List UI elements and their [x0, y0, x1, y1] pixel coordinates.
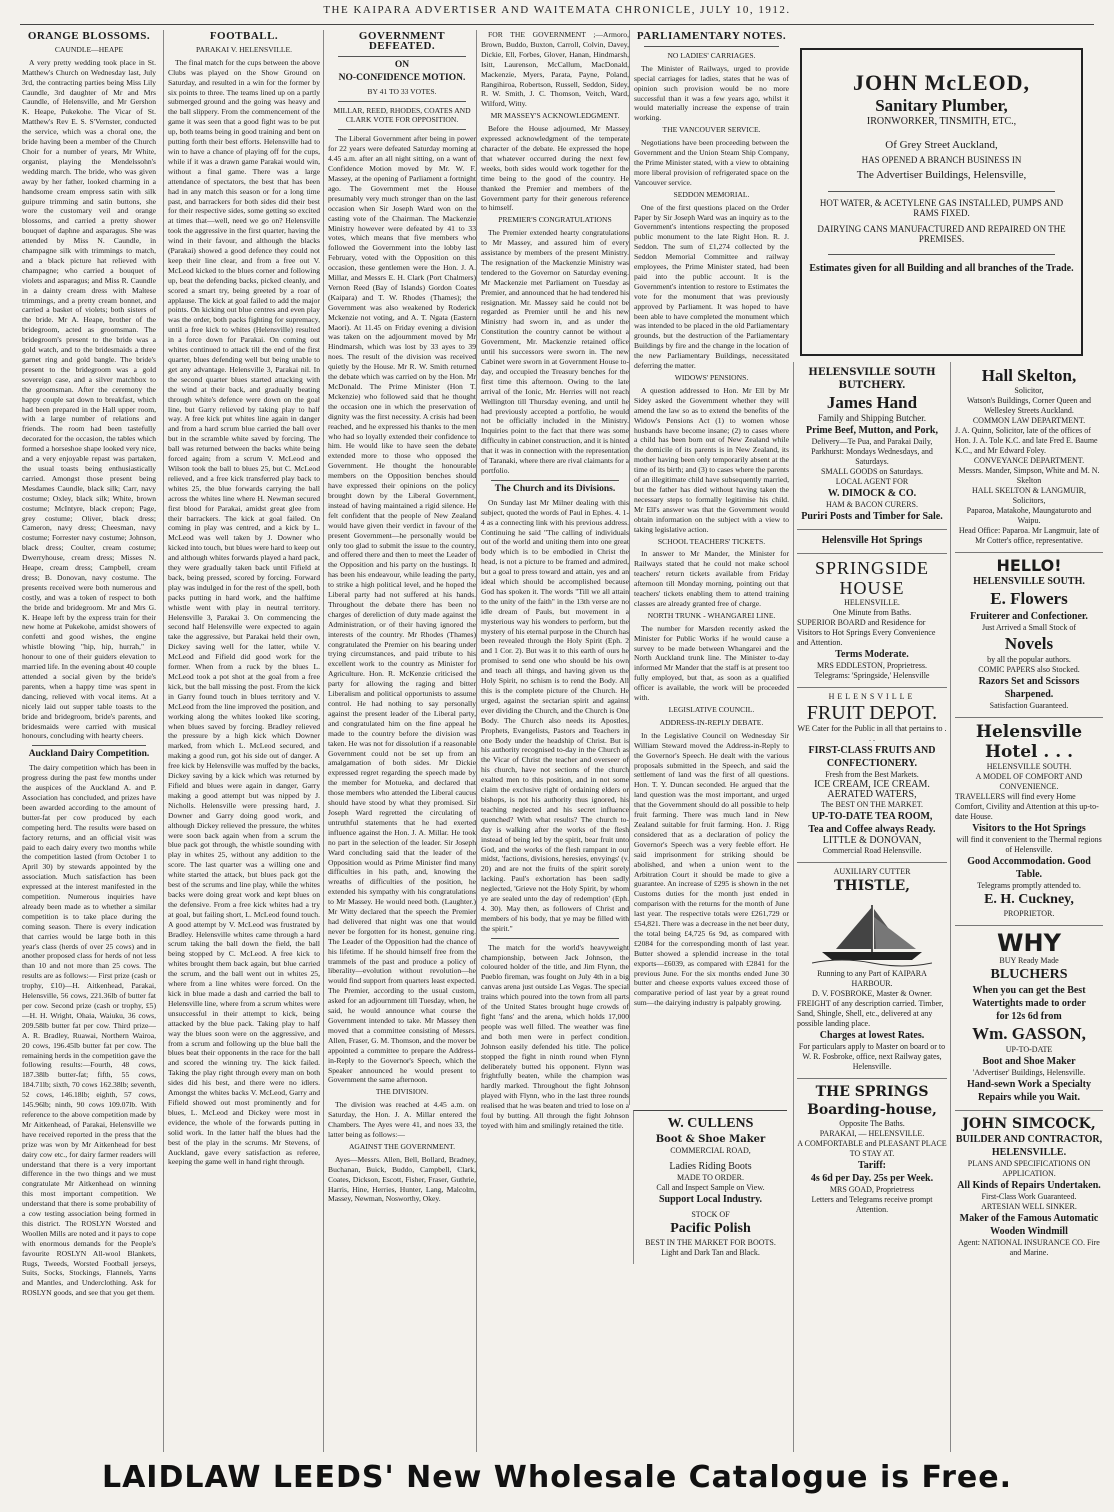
article-football: The final match for the cups between the above Clubs was played on the Show Ground on Saturday, and resulted in a win for the former by six points to three. The teams lined up on a partly submerged ground and the going was heavy and the ball slippery. From the commencement of the game it was seen that a good fight was to be put up, both teams being in good training and bent on putting forth their best efforts. Helensville had to win to have a chance of playing off for the cups, while if it was a drawn game Parakai would win, without a final game. There was a large attendance of spectators, the best that has been had in any match this season or for a long time past, and barrackers for both sides did their best for their respective sides, some getting so excited at times that—well, need we go on? Helensville took the aggressive in the first quarter, having the wind in their favour, and although the blacks (Parakai) showed a good defence they could not keep their line clear, and from a free out V. McLeod kicked to the blues corner and following up, beat the defending backs, picked cleanly, and scored a smart try, being greeted by a roar of applause. The kick at goal failed to add the major points. On kicking out blue centres and even play was the order, both packs fighting for supremacy, until a free kick to whites (Helensville) resulted in a force down for Parakai. On coming out whites continued to attack till the end of the first quarter, blues defending well but being unable to get any advantage. Helensville 3, Parakai nil. In the second quarter blues started attacking with the wind at their back, and gradually beating through white's defence were down on the goal line, but Garry relieved by taking play to half way. A free kick put whites line again in danger and from a hard scrum blue carried the ball over but in the scramble white saved by forcing. The ball was returned between the backs white being forced again; from a scrum V. McLeod and Wilson took the ball to blues 25, but C. McLeod relieved, and a free kick transferred play back to whites 25, the blue forwards carrying the ball across the whites line where H. Newman secured first blood for Parakai, amidst great glee from their barrackers. The kick at goal failed. On coming in play was centred, and a kick by L. McLeod was well taken by J. Downer who kicked into touch, but blues were hard to keep out and although whites forwards played a hard pack, they were gradually taken back until Fifield at back, being pressed, scored by forcing. Forward play was indulged in for the rest of the spell, both packs putting in hard work, and the halftime whistle went with play in neutral territory. Helensville 3, Parakai 3. On commencing the second half Helensville were expected to again take the aggressive, but Parakai held their own, Dickey saving well for the latter, while V. McLeod and Fifield did good work for the former. When from a ruck by the blues L. McLeod took a pot shot at the goal from a free kick, but the ball missing the post. From the kick in Garry found touch in blues territory and V. McLeod from the line improved the position, and working along the whites looked like scoring, when blues saved by forcing. Bradley relieved the pressure by a high kick which Downer marked, from which L. McLeod secured, and making a good run, got his side out of danger. A free kick by Helensville was muffed by the backs, Dickey saving by a kick which was returned by Fifield and blues were again in danger, Garry making a good attempt but was nipped by J. Nicholls. Helensville were pressing hard, J. Downer and Garry doing good work, and although Dickey relieved the pressure, the whites were soon back again when from a scrum the blue pack got through, the whistle sounding with play in whites 25, without any addition to the score. The last quarter was a willing one and white started the attack, but blues pack got the best of the scrums and line play, while the whites backs were doing great work and kept blues on the defensive. From a free kick whites had a try at goal, but failing short, L. McLeod found touch. A good attempt by V. McLeod was frustrated by Bradley. Helensville whites came through a hard scrum taking the ball down the field, the ball being stopped by C. McLeod. A free kick to whites brought them back again, but blue carried the scrum, and the ball went out in whites 25, where from a line whites were forced. On the kick in blue made a dash and carried the ball to Helensville line, where from a scrum whites were unsuccessful in their attempt to kick, being attacked by the blue pack. Taking play to half way the blues soon were on the aggressive, and from a scrum and following up the blue ball the blues beat their opponents in the race for the ball and scored the winning try. The kick failed. Taking the play right through every man on both sides did his best, and there were no idlers. Amongst the whites backs V. McLeod, Garry and Fifield showed out most prominently and for blues, L. McLeod and Dickey were most in evidence, the whole of the forwards putting in solid work. In the latter half the blues had the best of the play in the scrums. Mr Stevens, of Auckland, gave every satisfaction as referee, keeping the game well in hand right through.	[168, 57, 320, 1167]
hotel-title: Helensville	[975, 722, 1083, 742]
mcleod-from: Of Grey Street Auckland,	[885, 139, 998, 151]
simcock-artesian: ARTESIAN WELL SINKER.	[981, 1202, 1077, 1211]
ad-thistle	[797, 863, 947, 1079]
ad-springside	[797, 554, 947, 688]
springside-title: SPRINGSIDE	[814, 557, 930, 578]
flowers-location: HELENSVILLE SOUTH.	[973, 576, 1085, 587]
cullens-trade: Boot & Shoe Maker	[655, 1134, 766, 1145]
ad-fruit-depot	[797, 688, 947, 863]
butchery-owner: James Hand	[826, 393, 918, 412]
fruit-depot-town: HELENSVILLE	[828, 691, 916, 701]
hotel-telegrams: Telegrams promptly attended to.	[977, 881, 1081, 890]
thistle-charges: Charges at lowest Rates.	[819, 1029, 925, 1041]
column-football	[163, 30, 320, 1452]
simcock-name: JOHN SIMCOCK,	[962, 1116, 1096, 1132]
flowers-name: E. Flowers	[990, 589, 1068, 608]
gasson-buy: BUY Ready Made	[999, 956, 1059, 965]
mcleod-where: The Advertiser Buildings, Helensville,	[856, 169, 1027, 181]
gasson-handsewn: Hand-sewn Work a Specialty Repairs while you Wait.	[967, 1079, 1091, 1103]
fruit-depot-tea-room: UP-TO-DATE TEA ROOM,	[811, 810, 933, 822]
butchery-puriri: Puriri Posts and Timber for Sale.	[801, 510, 943, 522]
masthead: THE KAIPARA ADVERTISER AND WAITEMATA CHRONICLE, JULY 10, 1912.	[20, 4, 1094, 25]
subheading-massey-ack: MR MASSEY'S ACKNOWLEDGMENT.	[490, 111, 620, 121]
article-teachers-tickets: In answer to Mr Mander, the Minister for Railways stated that he could not make school teachers' return tickets available from Friday afternoon till Monday morning, pointing out that teachers' tickets enabling them to attend training classes are already granted free of charge.	[634, 549, 789, 608]
skelton-towns: Paparoa, Matakohe, Maungaturoto and Waipu.	[966, 506, 1092, 525]
gasson-trade: Boot and Shoe Maker	[982, 1056, 1076, 1067]
flowers-novels: Novels	[1004, 634, 1054, 653]
springside-town: HELENSVILLE.	[844, 597, 900, 607]
springside-baths: One Minute from Baths.	[832, 607, 912, 617]
cullens-inspect: Call and Inspect Sample on View.	[656, 1183, 765, 1192]
flowers-authors: by all the popular authors.	[987, 655, 1071, 664]
mcleod-trade2: IRONWORKER, TINSMITH, ETC.,	[866, 116, 1017, 127]
fruit-depot-fresh: Fresh from the Best Markets.	[825, 769, 919, 779]
butchery-ham-bacon: HAM & BACON CURERS.	[825, 499, 918, 509]
skelton-name: Hall Skelton,	[981, 366, 1077, 385]
skelton-conveyance: CONVEYANCE DEPARTMENT.	[973, 456, 1085, 465]
butchery-prime: Prime Beef, Mutton, and Pork,	[806, 424, 938, 436]
flowers-hello: HELLO!	[996, 556, 1062, 575]
flowers-trade: Fruiterer and Confectioner.	[970, 611, 1088, 622]
article-massey-ack: Before the House adjourned, Mr Massey expressed acknowledgment of the temperate character of the debate. He expressed the hope that whatever occurred during the next few weeks, both sides would work together for the time being to the good of the country. He thanked the Premier and members of the Government party for their generous reference to himself.	[481, 124, 629, 213]
column-politics-church	[476, 30, 629, 1452]
headline-government-defeated: GOVERNMENT DEFEATED.	[358, 30, 446, 52]
cullens-name: W. CULLENS	[667, 1116, 754, 1131]
springside-house: HOUSE	[839, 577, 905, 598]
butchery-title: HELENSVILLE SOUTH	[808, 367, 936, 378]
butchery-dimock: W. DIMOCK & CO.	[827, 487, 917, 499]
thistle-particulars: For particulars apply to Master on board or to W. R. Fosbroke, office, next Railway gates, Helensville.	[798, 1041, 946, 1071]
article-boxing: The match for the world's heavyweight championship, between Jack Johnson, the coloured holder of the title, and Jim Flynn, the Pueblo fireman, was fought on July 4th in a big canvas arena just outside Las Vegas. The special trains which poured into the town from all parts of the United States brought huge crowds of fight 'fans' and the arena, which holds 17,000 people was well filled. The weather was fine and both men were in perfect condition. Johnson easily defended his title. The police stopped the fight in ninth round when Flynn deliberately butted his opponent. Flynn was frightfully beaten, while the champion was hardly marked. Throughout the fight Johnson played with Flynn, who in the last three rounds realised that he was beaten and tried to lose on a foul by butting. All through the fight Johnson toyed with him and smilingly retained the title.	[481, 942, 629, 1130]
hotel-proprietor: PROPRIETOR.	[1003, 909, 1055, 918]
subheading-vancouver: THE VANCOUVER SERVICE.	[662, 125, 761, 135]
column-ads-left	[793, 362, 947, 1452]
hotel-model: A MODEL OF COMFORT AND CONVENIENCE.	[975, 772, 1083, 791]
gasson-price: for 12s 6d from	[996, 1011, 1062, 1022]
subheading-against-government: AGAINST THE GOVERNMENT.	[348, 1141, 456, 1151]
springs-boarding: Boarding-house,	[807, 1101, 937, 1118]
springs-rates: 4s 6d per Day. 25s per Week.	[810, 1172, 934, 1184]
column-government	[323, 30, 476, 1452]
column-parliament	[629, 30, 789, 1105]
article-ladies-carriages: The Minister of Railways, urged to provide special carriages for ladies, states that he was of opinion such provision would be no more successful than it was a few years ago, whilst it would materially increase the expense of train working.	[634, 63, 789, 123]
article-seddon: One of the first questions placed on the Order Paper by Sir Joseph Ward was an inquiry as to the Government's intentions respecting the proposed public monument to the late Right Hon. R. J. Seddon. The sum of £1,274 collected by the Seddon Memorial Committee and railway employees, the Prime Minister stated, had been paid into the public account. It is the Government's intention to restore to Estimates the vote for the monument that was previously approved by Parliament. It was hoped to have been able to have completed the monument which was intended to be placed in the old Parliamentary grounds, but the destruction of the Parliamentary Buildings by fire and the change in the location of the new Parliamentary Buildings, necessitated deferring the matter.	[634, 202, 789, 371]
cullens-riding-boots: Ladies Riding Boots	[669, 1161, 752, 1172]
subheading-legislative-council: LEGISLATIVE COUNCIL.	[668, 705, 755, 714]
subheading-teachers-tickets: SCHOOL TEACHERS' TICKETS.	[657, 536, 766, 546]
fruit-depot-tea-coffee: Tea and Coffee always Ready.	[808, 823, 936, 835]
cullens-address: COMMERCIAL ROAD,	[670, 1146, 751, 1155]
subheading-north-trunk: NORTH TRUNK - WHANGAREI LINE.	[647, 610, 776, 620]
simcock-plans: PLANS AND SPECIFICATIONS ON APPLICATION.	[967, 1159, 1091, 1178]
article-widows-pensions: A question addressed to Hon. Mr Ell by Mr Sidey asked the Government whether they will amend the law so as to extend the benefits of the Widow's Pensions Act (1) to women whose husbands have become insane; (2) to cases where a child has been born out of New Zealand while the domicile of its parents is in New Zealand, its mother having been only temporarily absent at the time of its birth; and (3) to cases where the parents of an illegitimate child have subsequently married, but the father has died without having taken the necessary steps to formally legitimise his child. Mr Ell's answer was that the Government would obtain information on the subject with a view to taking legislative action.	[634, 385, 789, 534]
hotel-visitors: Visitors to the Hot Springs	[972, 823, 1086, 834]
ad-butchery	[797, 362, 947, 530]
skelton-head-office: Head Office: Paparoa. Mr Langmuir, late of Mr Cotter's office, representative.	[958, 526, 1100, 545]
fruit-depot-aerated: AERATED WATERS,	[827, 788, 917, 800]
simcock-guaranteed: First-Class Work Guaranteed.	[981, 1192, 1077, 1201]
article-vancouver: Negotiations have been proceeding between the Government and the Union Steam Ship Company, the Prime Minister stated, with a view to obtaining more liberal provision of refrigerated space on the Vancouver service.	[634, 138, 789, 187]
headline-church-divisions: The Church and its Divisions.	[494, 483, 616, 494]
simcock-trade: BUILDER AND CONTRACTOR,	[955, 1134, 1103, 1145]
gasson-up-to-date: UP-TO-DATE	[1005, 1045, 1053, 1054]
article-division: The division was reached at 4.45 a.m. on Saturday, the Hon. J. A. Millar entered the Chambers. The Ayes were 41, and noes 33, the latter being as follows:—	[328, 1100, 476, 1139]
thistle-freight: FREIGHT of any description carried. Timber, Sand, Shingle, Shell, etc., delivered at any possible landing place.	[797, 998, 944, 1028]
simcock-windmill: Maker of the Famous Automatic Wooden Windmill	[959, 1213, 1099, 1237]
cullens-stock-of: STOCK OF	[691, 1210, 730, 1219]
skelton-common-law: COMMON LAW DEPARTMENT.	[972, 416, 1086, 425]
springside-terms: Terms Moderate.	[835, 648, 909, 660]
headline-football: FOOTBALL.	[209, 30, 279, 42]
cullens-made-to-order: MADE TO ORDER.	[676, 1173, 745, 1182]
butchery-small-goods: SMALL GOODS on Saturdays.	[821, 466, 923, 476]
butchery-agent: LOCAL AGENT FOR	[835, 476, 909, 486]
hotel-thermal: will find it convenient to the Thermal regions of Helensville.	[956, 835, 1102, 854]
skelton-solicitors: Solicitors,	[1012, 496, 1046, 505]
ad-helensville-hotel	[955, 718, 1103, 926]
gasson-bluchers: BLUCHERS	[990, 967, 1068, 982]
ad-cullens	[633, 1110, 787, 1264]
gasson-watertights: When you can get the Best Watertights made to order	[972, 985, 1086, 1009]
headline-parliamentary-notes: PARLIAMENTARY NOTES.	[636, 30, 787, 42]
springs-opposite: Opposite The Baths.	[839, 1118, 905, 1128]
springs-tariff: Tariff:	[858, 1159, 886, 1171]
springs-prop: MRS GOAD, Proprietress	[829, 1184, 915, 1194]
springs-comfortable: A COMFORTABLE and PLEASANT PLACE TO STAY AT.	[797, 1138, 947, 1158]
subheading-widows-pensions: WIDOWS' PENSIONS.	[674, 373, 749, 382]
skelton-messrs: Messrs. Mander, Simpson, White and M. N. Skelton	[958, 466, 1100, 485]
article-premier-congrats: The Premier extended hearty congratulations to Mr Massey, and assured him of every assistance by members of the present Ministry. The resignation of the Mackenzie Ministry was tendered to the Governor on Saturday evening. Mr Mackenzie met Parliament on Tuesday as Premier, and announced that he had tendered his resignation. Mr. Massey said he could not be regarded as Premier until he and his new Ministry had sworn in, and as under the Constitution the country cannot be without a Government, Mr. Mackenzie retained office until his successors were sworn in. The new Cabinet were sworn in at Government House to-day, and occupied the Treasury benches for the first time this afternoon. Owing to the late arrival of the Ionic, Mr. Herries will not reach Wellington till Thursday evening, and until he had previously accepted a portfolio, he would not be officially included in the Ministry. Inquiries point to the fact that there was some difficulty in cabinet construction, and it is hinted that it was in connection with the representation of Taranaki, where there are rival claimants for a portfolio.	[481, 228, 629, 475]
subheading-division: THE DIVISION.	[375, 1087, 429, 1097]
thistle-route: Running to any Part of KAIPARA HARBOUR.	[817, 968, 927, 988]
thistle-master: D. V. FOSBROKE, Master & Owner.	[812, 988, 932, 998]
subheading-no-confidence: NO-CONFIDENCE MOTION.	[338, 72, 466, 83]
simcock-town: HELENSVILLE.	[991, 1147, 1067, 1158]
cullens-best: BEST IN THE MARKET FOR BOOTS.	[645, 1238, 776, 1247]
ad-simcock	[955, 1111, 1103, 1264]
skelton-quinn: J. A. Quinn, Solicitor, late of the offices of Hon. J. A. Tole K.C. and late Fred E. Baume K.C., and Mr Edward Foley.	[955, 426, 1098, 455]
springside-board: SUPERIOR BOARD and Residence for Visitors to Hot Springs Every Convenience and Attention.	[797, 617, 936, 647]
subheading-caundle-heape: CAUNDLE—HEAPE	[54, 44, 124, 54]
hotel-title2: Hotel . . .	[984, 742, 1074, 762]
mcleod-opened: HAS OPENED A BRANCH BUSINESS IN	[861, 155, 1022, 165]
article-address-in-reply: In the Legislative Council on Wednesday Sir William Steward moved the Address-in-Reply to the Governor's Speech. He dealt with the various proposals submitted in the Speech, and said the settlement of land was the first of all questions. Hon. T. Y. Duncan seconded. He argued that the land question was the most important, and urged that the Government should do all possible to help fruit farming. There was much land in New Zealand suitable for fruit farming. Hon. J. Rigg considered that as a declaration of policy the Governor's Speech was a very feeble effort. He said imprisonment for striking should be abolished, and when a union went to the Arbitration Court it should be made to give a guarantee. An increase of £295 is shown in the net Customs duties for the month just ended in comparison with the returns for the month of June last year. The respective totals were £261,729 or £54,821. There was a decrease in the net beer duty, the total being £4,725 6s 9d, as compared with £2084 for the corresponding month of last year. Butter showed a splendid increase in the total exports—£6039, as compared with £2841 for the previous June. For the six months ended June 30 butter and cheese exports values exceed those of comparative period of last year by a great round sum—the dairying industry is palpably growing.	[634, 730, 789, 1008]
hotel-location: HELENSVILLE SOUTH.	[986, 762, 1072, 771]
column-ads-right	[950, 362, 1103, 1452]
mcleod-name: JOHN McLEOD,	[853, 70, 1030, 95]
column-weddings	[22, 30, 156, 1452]
fruit-depot-best: The BEST ON THE MARKET.	[821, 799, 923, 809]
ad-hot-springs	[797, 530, 947, 554]
flowers-arrived: Just Arrived a Small Stock of	[982, 623, 1076, 632]
article-government: The Liberal Government after being in power for 22 years were defeated Saturday morning at 4.45 a.m. after an all night sitting, on a want of Confidence Motion moved by Mr. W. F. Massey, at the opening of Parliament a fortnight ago. The Government met the House presumably very much stronger than on the last occasion when Sir Joseph Ward won on the casting vote of the Chairman. The Mackenzie Ministry however were defeated by 41 to 33 votes, which means that five members who followed the Government into the lobby last February, voted with the Opposition on this occasion, these gentlemen were the Hon. J. A. Millar, and Messrs E. H. Clark (Port Chalmers) Vernon Reed (Bay of Islands) Gordon Coates (Kaipara) and T. W. Rhodes (Thames); the Government was also weakened by Roderick Mckenzie not voting, and A. T. Ngata (Eastern Maori). At 11.45 on Friday evening a division was taken on the adjournment moved by Mr Hindmarsh, which was lost by 33 ayes to 39 noes. The result of the division was received quietly by the House. Mr R. W. Smith returned the debate which was carried on by the Hon. Mr McDonald. The Prime Minister (Hon T. Mckenzie) who followed said that he thought the occasion one in which the preservation of dignity was the first necessity. A crisis had been reached, and he expressed his thanks to the men who had so loyally extended their confidence to him. He would like to have seen the debate extended more to those who opposed the Government. He thought the honourable members on the Opposition benches should have expressed their opinions on the policy brought down by the Liberal Government, instead of having maintained a rigid silence. He felt confident that the people of New Zealand would have given their verdict in favour of the present Government—he personally would be only too glad to submit the issue to the country, and offered there and then to meet the Leader of the Opposition and his party on the hustings. It has been his endeavour, while leading the party, to strike a high political level, and he hoped the Liberal party had not suffered at his hands. Throughout the debate there has been no charges of dereliction of duty made against the Administration, or of their having ignored the interests of the country. Mr Rhodes (Thames) congratulated the Premier on his bearing under trying circumstances, and paid tribute to his excellent work to the country as Minister for Agriculture. Hon. R. McKenzie criticised the party for allowing the raging and bitter Liberalism and political opportunists to assume control. He had nothing to say personally against the present leader of the Liberal party, and congratulated him on the fine appeal he made to the country before the division was taken. He was not for dissolution if a reasonable Government could not be set up from an amalgamation of both sides. Mr Dickie expressed regret regarding the speech made by the member for Motueka, and declared that those members who attended the Liberal caucus should have stood by what they promised. Sir Joseph Ward regretted the circulating of untruthful statements that he had exerted influence against the Hon. J. A. Millar. He took no part in the selection of the leader. Sir Joseph Ward concluding said that the leader of the Opposition would as Prime Minister find many difficulties in his path, and, knowing the wreaths of difficulties of the position, he extended his sympathy with his congratulations to Mr Massey. He would need both. (Laughter.) Mr Witty declared that the speech the Premier had delivered that night was one that would never be forgotten for its honest, genuine ring. The Leader of the Opposition had the chance of his lifetime. If he should himself free from the trammels of the past and produce a policy of liberality—evolution without revolution—he would find support from quarters least expected. The Premier, according to the usual custom, asked for an adjournment till Tuesday, when, he said, he would announce what course the Government intended to take. Mr Massey then moved that a committee consisting of Messrs. Allen, Fraser, G. M. Thomson, and the mover be appointed a committee to prepare the Address-in-Reply to the Governor's Speech, which the Speaker announced he would present to Government the same afternoon.	[328, 134, 476, 1085]
fruit-depot-address: Commercial Road Helensville.	[822, 845, 922, 855]
simcock-repairs: All Kinds of Repairs Undertaken.	[957, 1180, 1101, 1191]
gasson-why: WHY	[997, 929, 1061, 957]
subheading-on: ON	[394, 59, 410, 70]
hotel-accommodation: Good Accommodation. Good Table.	[967, 856, 1091, 880]
cullens-colours: Light and Dark Tan and Black.	[661, 1248, 760, 1257]
springside-telegrams: Telegrams: 'Springside,' Helensville	[814, 670, 930, 680]
springs-title: THE SPRINGS	[815, 1083, 929, 1100]
ad-john-mcleod	[800, 48, 1083, 356]
cullens-pacific-polish: Pacific Polish	[670, 1221, 751, 1236]
subheading-premier-congrats: PREMIER'S CONGRATULATIONS	[498, 215, 612, 225]
ad-the-springs	[797, 1079, 947, 1221]
article-against-government: Ayes—Messrs. Allen, Bell, Bollard, Bradney, Buchanan, Buick, Buddo, Campbell, Clark, Coates, Dickson, Escott, Fisher, Fraser, Guthrie, Harris, Hine, Herries, Hunter, Lang, Malcolm, Massey, Newman, Nosworthy, Okey.	[328, 1154, 476, 1204]
article-north-trunk: The number for Marsden recently asked the Minister for Public Works if he would cause a survey to be made between Whangarei and the North Auckland trunk line. The Minister to-day informed Mr Mander that the staff is at present too fully employed, but that, as soon as a qualified officer is available, the work will be proceeded with.	[634, 623, 789, 703]
hotel-proprietor-name: E. H. Cuckney,	[984, 892, 1074, 907]
fruit-depot-title: FRUIT DEPOT.	[806, 701, 938, 724]
flowers-razors: Razors Set and Scissors Sharpened.	[978, 676, 1080, 700]
mcleod-estimates: Estimates given for all Building and all branches of the Trade.	[809, 263, 1074, 274]
cutter-ship-icon	[812, 897, 932, 967]
ad-hall-skelton	[955, 362, 1103, 553]
article-dairy-competition: The dairy competition which has been in progress during the past few months under the auspices of the Auckland A. and P. Association has concluded, and prizes have been awarded according to the amount of butter-fat per cow produced by each competing herd. The results were based on factory returns, and an official visit was paid to each dairy every two months while the competition lasted (from October 1 to April 30) by stewards appointed by the association. Much satisfaction has been expressed at the interest manifested in the competition. Numerous inquiries have already been made as to whether a similar competition is to take place during the coming season. There is every indication that carries would be large both in this year's class (herds of over 25 cows) and in another proposed class for herds of not less than 10 and not more than 25 cows. The results are as follows:— First prize (cash or trophy, £10)—H. Aitkenhead, Parakai, Helensville, 56 cows, 221.36lb of butter fat per cow. Second prize (cash or trophy, £5)—H. H. Wright, Ohaia, Waiuku, 36 cows, 209.58lb butter fat per cow. Third prize—A. R. Bradley, Ruawai, Northern Wairoa, 20 cows, 196.45lb butter fat per cow. The remaining herds in the competition gave the following results:—Fourth, 48 cows, 187.38lb butter-fat; fifth, 55 cows, 184.71lb; sixth, 70 cows 162.38lb; seventh, 52 cows, 146.18lb; eighth, 57 cows, 145.96lb; ninth, 90 cows 109.07lb. With reference to the above competition made by Mr Aitkenhead, of Parakai, Helensville we have received reported in the press that the prize was won by Mr Aitkenhead for best dairy cow etc., for dairy farmer readers will understand that there is a very important difference in the two things and we must congratulate Mr Aitkenhead on winning this most important competition. We understand that there is some probability of a cow testing association being formed in this district. The ROSLYN Worsted and Woollen Mills are noted and it pays to cope with enormous demands for the People's favourite ROSLYN All-wool Blankets, Rugs, Tweeds, Worsted Football jerseys, Suits, Socks, Stockings, Flannels, Yarns and Mantles, and Underclothing. Ask for ROSLYN goods, and see that you get them.	[22, 763, 156, 1298]
banner-catalogue: LAIDLAW LEEDS' New Wholesale Catalogue is Free.	[101, 1460, 1013, 1495]
cullens-support: Support Local Industry.	[658, 1194, 763, 1205]
flowers-comic: COMIC PAPERS also Stocked.	[978, 665, 1080, 674]
subheading-ladies-carriages: NO LADIES' CARRIAGES.	[667, 50, 756, 60]
article-church-divisions: On Sunday last Mr Milner dealing with this subject, quoted the words of Paul in Ephes. 4. 1-4 as a connecting link with his previous address. Continuing he said "The calling of individuals out of the world and uniting them into one great body which is to be embodied in Christ the head, is not a picture to be framed and admired, but a goal to press toward and attain, yes and an ideal which should be accomplished because God has spoken it. The words "Till we all attain to the unity of the faith" in the 13th verse are no idle dream of Pauls, but movement in a mysterious way his wonders to perform, but the mystery of his eternal purpose in the Church has been revealed through the Holy Spirit (Eph. 2 and 1 Cor. 2). But was it to this earth of ours he promised to send one who should be his own and teach all things, and having given us the Holy Spirit, no schism is to rend the Body. All this is the complete picture of the Church. He urged, against the sectarian spirit and against ever dividing the Church, and the Church is One Body. The Church also needs its Apostles, Prophets, Evangelists, Pastors and Teachers in one Body under the headship of Christ. But is his authority recognised to-day in the Church as the Vicar of Christ the teacher and overseer of his church, have not sections of the church exalted men to this position, and in not some claim the exclusive right of ordaining elders or bishops, is not his authority thus ignored, his teaching neglected and his secret influence quenched? With what results? The church to-day is walking after the works of the flesh instead of being led by the spirit, bear fruit unto God, and the works of the flesh rampant in our midst, 'factions, divisions, heresies, envyings' (v. 20) and are not the fruits of the spirit sorely lacking. Paul's exhortation has been sadly neglected, 'Grieve not the Holy Spirit, by whom ye are sealed unto the day of redemption' (Eph. 4. 30). May then, as followers of Christ and members of his body, that ye may be filled with the spirit."	[481, 497, 629, 933]
fruit-depot-ice-cream: ICE CREAM, ICE CREAM.	[814, 778, 930, 790]
fruit-depot-cater: WE Cater for the Public in all that pertains to . . .	[797, 723, 947, 743]
butchery-title2: BUTCHERY.	[838, 380, 906, 391]
subheading-seddon: SEDDON MEMORIAL.	[673, 189, 750, 199]
article-wedding: A very pretty wedding took place in St. Matthew's Church on Wednesday last, July 3rd, the contracting parties being Miss Lily Caundle, 3rd daughter of Mr and Mrs Caundle, of Helensville, and Mr Gershon K. Heape, Pukekohe. The Vicar of St. Matthew's Rev E. S. S'Vernster, conducted the service, which was a choral one, the bride having been a member of the Church Choir for a number of years, Mr White, organist, playing the Mendelssohn's wedding march. The bride, who was given away by her father, looked charming in a handsome cream empress satin with silk guipure trimming and satin buttons, she wore the customary veil and orange blossoms, and carried a pretty shower bouquet of daphne and asparagus. She was attended by Miss N. Caundle, in champagne silk with trimmings to match, and a black picture hat relieved with champagne; who carried a bouquet of violets and asparagus; and Miss R. Caundle in a dainty cream dress with Maltese trimmings, and a pretty cream bonnet, and carried a basket of violets; both sisters of the bride. Mr A. Heape, brother of the bridegroom, acted as groomsman. The bridegroom's present to the bride was a gold watch, and to the bridesmaids a three garnet ring and gold bangle. The bride's present to the bridegroom was a gold sovereign case, and a silver matchbox to the groomsman. After the ceremony the happy couple sat down to breakfast, which had been prepared in the Hall upper room, with a large number of relations and friends. The room had been tastefully decorated for the occasion, the tables which formed a horseshoe shape looked very nice, and a very enjoyable repast was partaken, the usual toasts being enthusiastically carried. Amongst those present being Mesdames Caundle, black silk; Carr, navy costume; Oxley, black silk; White, brown costume; McIntyre, black crepon; Page, grey costume; Oliver, black dress; Cameron, navy dress; Cheesman, navy costume; Forrester navy costume; Johnson, black dress; Coulter, cream costume; Dwerryhouse, cream dress; Misses N. Heape, cream dress; Campbell, cream dress; B. Donovan, navy costume. The presents received were both numerous and costly, and was a token of respect to both the bride and bridegroom. Mr and Mrs G. K. Heape left by the express train for their new home at Pukekohe, amidst showers of confetti and good wishes, the engine whistle blowing "hip, hip, hurrah," in honour to one of their guiders elevation to married life. In the evening about 40 couple attended a social given by the bride's parents, when a happy time was spent in dancing, relieved with vocal items. At a nicely laid out supper table toasts to the bride and bridegroom, bride's parents, and bridesmaids were carried with musical honours, concluding with hearty cheers.	[22, 57, 156, 741]
subheading-parakai-helensville: PARAKAI V. HELENSVILLE.	[195, 44, 293, 54]
hotel-travellers: TRAVELLERS will find every Home Comfort, Civility and Attention at this up-to-date House.	[955, 792, 1099, 821]
fruit-depot-fruits: FIRST-CLASS FRUITS AND CONFECTIONERY.	[808, 744, 936, 769]
springs-letters: Letters and Telegrams receive prompt Attention.	[811, 1194, 933, 1214]
mcleod-trade: Sanitary Plumber,	[875, 96, 1008, 115]
simcock-agent: Agent: NATIONAL INSURANCE CO. Fire and Marine.	[958, 1238, 1100, 1257]
article-for-government: FOR THE GOVERNMENT ;—Armoro, Brown, Buddo, Buxton, Carroll, Colvin, Davey, Dickie, Ell, Forbes, Glover, Hanan, Hindmarsh, Isitt, Laurenson, McCallum, MacDonald, Mackenzie, Myers, Parata, Payne, Poland, Rangihiroa, Robertson, Russell, Seddon, Sidey, R. W. Smith, J. C. Thomson, Veitch, Ward, Wilford, Witty.	[481, 30, 629, 109]
springs-location: PARAKAI, — HELENSVILLE.	[819, 1128, 925, 1138]
subheading-address-in-reply: ADDRESS-IN-REPLY DEBATE.	[659, 717, 764, 727]
gasson-address: 'Advertiser' Buildings, Helensville.	[972, 1068, 1086, 1077]
butchery-delivery: Delivery—Te Pua, and Parakai Daily, Parkhurst: Mondays Wednesdays, and Saturdays.	[811, 436, 933, 466]
thistle-label: AUXILIARY CUTTER	[833, 866, 911, 876]
skelton-langmuir: HALL SKELTON & LANGMUIR,	[972, 486, 1086, 495]
headline-orange-blossoms: ORANGE BLOSSOMS.	[27, 30, 151, 42]
thistle-title: THISTLE,	[833, 877, 911, 894]
headline-dairy-competition: Auckland Dairy Competition.	[28, 749, 150, 760]
mcleod-dairying: DAIRYING CANS MANUFACTURED AND REPAIRED ON THE PREMISES.	[817, 224, 1066, 244]
mcleod-hot-water: HOT WATER, & ACETYLENE GAS INSTALLED, PUMPS AND RAMS FIXED.	[819, 198, 1064, 218]
skelton-address: Watson's Buildings, Corner Queen and Wellesley Streets Auckland.	[966, 396, 1092, 415]
ad-flowers	[955, 553, 1103, 718]
springside-prop: MRS EDDLESTON, Proprietress.	[816, 660, 928, 670]
flowers-guaranteed: Satisfaction Guaranteed.	[989, 701, 1069, 710]
ad-gasson	[955, 926, 1103, 1111]
butchery-family: Family and Shipping Butcher.	[818, 413, 926, 423]
subheading-votes: BY 41 TO 33 VOTES.	[367, 86, 437, 96]
subheading-voters: MILLAR, REED, RHODES, COATES AND CLARK VOTE FOR OPPOSITION.	[333, 105, 471, 125]
skelton-solicitor: Solicitor,	[1014, 386, 1044, 395]
fruit-depot-owners: LITTLE & DONOVAN,	[822, 834, 922, 846]
hot-springs-title: Helensville Hot Springs	[821, 534, 923, 546]
gasson-name: Wm. GASSON,	[972, 1024, 1086, 1043]
